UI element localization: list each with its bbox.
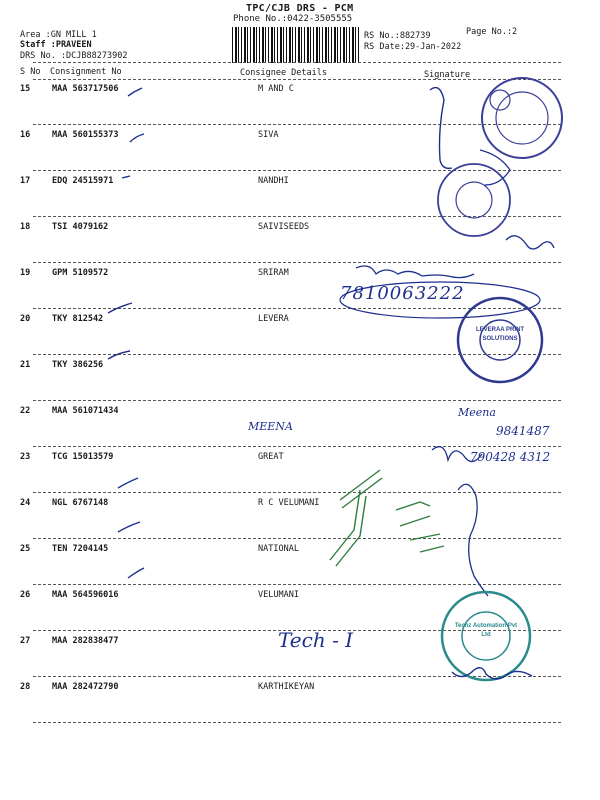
handwritten-phone-19: 7810063222 xyxy=(340,283,465,304)
techz-stamp-text: Techz Automation Pvt Ltd xyxy=(454,623,518,638)
header-rs-no: RS No.:882739 xyxy=(364,31,431,41)
levera-stamp-text: LEVERAA PRINT SOLUTIONS xyxy=(475,327,525,342)
row-sno: 26 xyxy=(20,590,31,600)
row-consignee: SRIRAM xyxy=(258,268,289,278)
row-sno: 20 xyxy=(20,314,31,324)
row-sno: 15 xyxy=(20,84,31,94)
row-consignee: KARTHIKEYAN xyxy=(258,682,315,692)
handwritten-phone-22: 9841487 xyxy=(496,424,550,438)
row-sno: 27 xyxy=(20,636,31,646)
row-consignee: SIVA xyxy=(258,130,279,140)
row-sno: 21 xyxy=(20,360,31,370)
row-consignee: GREAT xyxy=(258,452,284,462)
row-sno: 17 xyxy=(20,176,31,186)
header-page-no: Page No.:2 xyxy=(466,27,518,37)
signature-row-18 xyxy=(506,236,554,249)
handwritten-name-23: MEENA xyxy=(248,420,293,433)
row-sno: 18 xyxy=(20,222,31,232)
row-sno: 25 xyxy=(20,544,31,554)
row-consignment: TCG 15013579 xyxy=(52,452,114,462)
row-consignment: EDQ 24515971 xyxy=(52,176,114,186)
header-staff: Staff :PRAVEEN xyxy=(20,40,92,50)
row-consignee: NANDHI xyxy=(258,176,289,186)
row-consignee: M AND C xyxy=(258,84,294,94)
round-stamp-upper xyxy=(482,78,562,158)
handwritten-phone-24: 790428 4312 xyxy=(470,450,551,464)
row-sno: 16 xyxy=(20,130,31,140)
row-consignment: MAA 282472790 xyxy=(52,682,119,692)
tick-marks xyxy=(108,88,144,578)
column-header-consignee: Consignee Details xyxy=(240,68,327,78)
row-consignment: GPM 5109572 xyxy=(52,268,109,278)
header-phone: Phone No.:0422-3505555 xyxy=(233,14,353,24)
row-consignment: MAA 563717506 xyxy=(52,84,119,94)
green-stamps xyxy=(330,470,444,566)
signature-row-24 xyxy=(458,484,488,596)
document-title: TPC/CJB DRS - PCM xyxy=(246,3,354,14)
row-consignee: LEVERA xyxy=(258,314,289,324)
row-consignment: TSI 4079162 xyxy=(52,222,109,232)
row-consignment: MAA 560155373 xyxy=(52,130,119,140)
row-sno: 28 xyxy=(20,682,31,692)
row-sno: 23 xyxy=(20,452,31,462)
signature-row-19 xyxy=(356,266,474,278)
row-consignee: NATIONAL xyxy=(258,544,299,554)
row-consignment: NGL 6767148 xyxy=(52,498,109,508)
handwritten-name-22: Meena xyxy=(458,406,496,419)
row-consignment: TEN 7204145 xyxy=(52,544,109,554)
header-rs-date: RS Date:29-Jan-2022 xyxy=(364,42,462,52)
row-consignment: MAA 564596016 xyxy=(52,590,119,600)
handwritten-tech-28: Tech - I xyxy=(278,628,354,652)
row-consignment: TKY 812542 xyxy=(52,314,104,324)
row-sno: 24 xyxy=(20,498,31,508)
row-consignee: SAIVISEEDS xyxy=(258,222,310,232)
row-consignment: MAA 561071434 xyxy=(52,406,119,416)
round-stamp-nandhi xyxy=(438,164,510,236)
row-sno: 22 xyxy=(20,406,31,416)
row-consignment: MAA 282838477 xyxy=(52,636,119,646)
row-consignee: VELUMANI xyxy=(258,590,299,600)
column-header-signature: Signature xyxy=(424,70,471,80)
header-area: Area :GN MILL 1 xyxy=(20,30,97,40)
row-sno: 19 xyxy=(20,268,31,278)
row-consignee: R C VELUMANI xyxy=(258,498,320,508)
signature-scribble-15 xyxy=(430,88,452,169)
header-drs-no: DRS No. :DCJB88273902 xyxy=(20,51,128,61)
row-consignment: TKY 386256 xyxy=(52,360,104,370)
column-header-sno: S No xyxy=(20,67,41,77)
column-header-consignment: Consignment No xyxy=(50,67,122,77)
